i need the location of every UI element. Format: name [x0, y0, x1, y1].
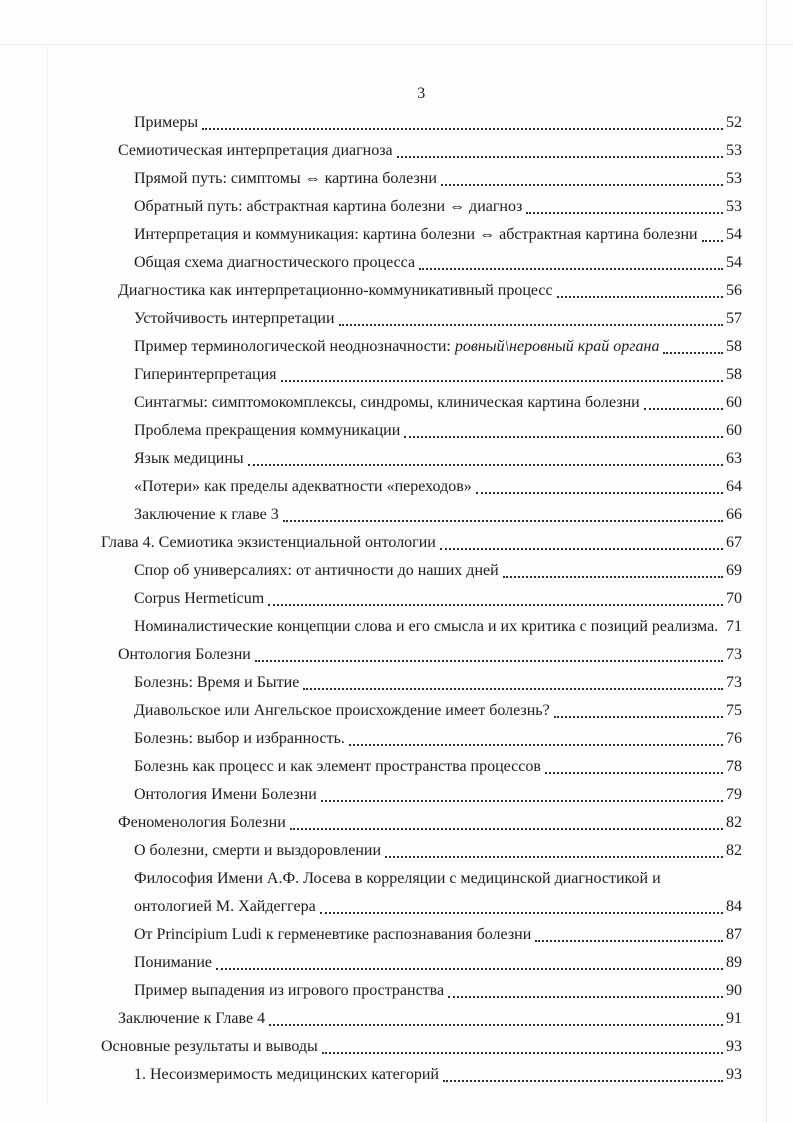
dot-leader [321, 800, 723, 802]
toc-entry-title: Примеры [134, 114, 199, 131]
toc-entry [101, 249, 742, 277]
toc-entry-title: Диавольское или Ангельское происхождение имеет болезнь? [134, 702, 550, 719]
toc-entry-page: 54 [726, 254, 742, 271]
toc-entry [101, 753, 742, 781]
toc-entry [101, 529, 742, 557]
dot-leader [397, 156, 723, 158]
scan-edge-left [47, 44, 48, 1104]
dot-leader [202, 128, 723, 130]
toc-entry-title: Гиперинтерпретация [134, 366, 277, 383]
toc-entry [101, 585, 742, 613]
dot-leader [526, 212, 723, 214]
dot-leader [448, 996, 723, 998]
toc-entry-title: Глава 4. Семиотика экзистенциальной онтологии [101, 534, 436, 551]
dot-leader [476, 492, 723, 494]
dot-leader [441, 184, 723, 186]
toc-entry-page: 64 [726, 478, 742, 495]
toc-entry [101, 361, 742, 389]
toc-entry [101, 109, 742, 137]
toc-entry-title: Семиотическая интерпретация диагноза [118, 142, 393, 159]
toc-entry-page: 76 [726, 730, 742, 747]
dot-leader [269, 1024, 723, 1026]
toc-entry-title: От Principium Ludi к герменевтике распознавания болезни [134, 926, 532, 943]
toc-entry-page: 70 [726, 590, 742, 607]
toc-entry-page: 53 [726, 142, 742, 159]
toc-entry-page: 84 [726, 898, 742, 915]
toc-entry-title: Заключение к главе 3 [134, 506, 279, 523]
toc-entry [101, 137, 742, 165]
toc-entry-title: Интерпретация и коммуникация: картина болезни ⇔ абстрактная картина болезни [134, 226, 698, 243]
toc-entry-page: 82 [726, 842, 742, 859]
dot-leader [440, 548, 723, 550]
toc-entry-title: Пример выпадения из игрового пространства [134, 982, 445, 999]
toc-entry-page: 79 [726, 786, 742, 803]
dot-leader [281, 380, 723, 382]
toc-entry [101, 837, 742, 865]
toc-entry-page: 89 [726, 954, 742, 971]
toc-entry [101, 697, 742, 725]
toc-entry [101, 781, 742, 809]
dot-leader [545, 772, 723, 774]
toc-entry [101, 893, 742, 921]
dot-leader [283, 520, 723, 522]
toc-entry [101, 1033, 742, 1061]
toc-entry-page: 53 [726, 198, 742, 215]
toc-entry [101, 977, 742, 1005]
dot-leader [554, 716, 723, 718]
dot-leader [322, 1052, 723, 1054]
scan-edge-top [0, 44, 793, 45]
dot-leader [290, 828, 723, 830]
toc-entry [101, 557, 742, 585]
toc-entry-page: 78 [726, 758, 742, 775]
toc-entry-title: 1. Несоизмеримость медицинских категорий [134, 1066, 439, 1083]
toc-entry-page: 82 [726, 814, 742, 831]
dot-leader [503, 576, 723, 578]
toc-entry-title: Обратный путь: абстрактная картина болезни ⇔ диагноз [134, 198, 523, 215]
dot-leader [443, 1080, 723, 1082]
toc-entry [101, 333, 742, 361]
dot-leader [404, 436, 723, 438]
toc-entry-title: Основные результаты и выводы [101, 1038, 318, 1055]
toc-entry-title: Номиналистические концепции слова и его смысла и их критика с позиций реализма. [134, 618, 719, 635]
toc-entry-title: Понимание [134, 954, 213, 971]
dot-leader [419, 268, 723, 270]
toc-entry-page: 87 [726, 926, 742, 943]
toc-entry [101, 165, 742, 193]
toc-entry-title: О болезни, смерти и выздоровлении [134, 842, 382, 859]
dot-leader [255, 660, 723, 662]
toc-entry-page: 60 [726, 422, 742, 439]
toc-entry-page: 69 [726, 562, 742, 579]
toc-entry [101, 193, 742, 221]
toc-entry [101, 221, 742, 249]
toc-entry-page: 90 [726, 982, 742, 999]
toc-entry-page: 66 [726, 506, 742, 523]
toc-entry-title: Устойчивость интерпретации [134, 310, 335, 327]
toc-entry-page: 93 [726, 1066, 742, 1083]
toc-entry-title: Диагностика как интерпретационно-коммуникативный процесс [118, 282, 553, 299]
toc-entry [101, 417, 742, 445]
toc-entry [101, 501, 742, 529]
toc-entry-page: 63 [726, 450, 742, 467]
toc-entry [101, 277, 742, 305]
toc-entry-page: 54 [726, 226, 742, 243]
toc-entry-title: Онтология Болезни [118, 646, 251, 663]
toc-entry [101, 473, 742, 501]
toc-entry-page: 53 [726, 170, 742, 187]
toc-entry [101, 613, 742, 641]
dot-leader [644, 408, 723, 410]
toc-entry-page: 67 [726, 534, 742, 551]
dot-leader [702, 240, 723, 242]
toc-entry-page: 71 [726, 618, 742, 635]
toc-entry-title: Феноменология Болезни [118, 814, 286, 831]
toc-entry-title: Болезнь как процесс и как элемент пространства процессов [134, 758, 541, 775]
toc-entry-title: Философия Имени А.Ф. Лосева в корреляции с медицинской диагностикой и [134, 870, 661, 887]
toc-entry-title: Заключение к Главе 4 [118, 1010, 266, 1027]
toc-entry-page: 52 [726, 114, 742, 131]
toc-entry-title: Спор об универсалиях: от античности до наших дней [134, 562, 499, 579]
dot-leader [339, 324, 723, 326]
toc-entry-title: Общая схема диагностического процесса [134, 254, 416, 271]
toc-entry [101, 921, 742, 949]
toc-entry-title: Пример терминологической неоднозначности: ровный\неровный край органа [134, 338, 660, 355]
toc-entry-page: 91 [726, 1010, 742, 1027]
toc-entry [101, 1005, 742, 1033]
toc-entry-title: Прямой путь: симптомы ⇔ картина болезни [134, 170, 437, 187]
dot-leader [216, 968, 723, 970]
page-number: 3 [417, 85, 426, 102]
toc-entry [101, 949, 742, 977]
toc-entry-title: онтологией М. Хайдеггера [134, 898, 316, 915]
dot-leader [349, 744, 723, 746]
toc-entry-title: Синтагмы: симптомокомплексы, синдромы, клиническая картина болезни [134, 394, 640, 411]
toc-entry-title: Болезнь: Время и Бытие [134, 674, 300, 691]
toc-entry [101, 725, 742, 753]
toc-entry-page: 58 [726, 366, 742, 383]
toc-entry-page: 60 [726, 394, 742, 411]
toc-entry [101, 305, 742, 333]
toc-entry [101, 445, 742, 473]
toc-entry [101, 389, 742, 417]
toc-entry-title: Проблема прекращения коммуникации [134, 422, 401, 439]
toc-entry-page: 73 [726, 646, 742, 663]
dot-leader [385, 856, 723, 858]
dot-leader [722, 632, 723, 634]
toc-entry-title: Язык медицины [134, 450, 244, 467]
dot-leader [268, 604, 723, 606]
toc-entry-page: 75 [726, 702, 742, 719]
toc-entry-page: 93 [726, 1038, 742, 1055]
table-of-contents [101, 109, 742, 1089]
dot-leader [320, 912, 723, 914]
toc-entry-page: 73 [726, 674, 742, 691]
toc-entry [101, 1061, 742, 1089]
dot-leader [248, 464, 723, 466]
toc-entry-title: «Потери» как пределы адекватности «переходов» [134, 478, 472, 495]
toc-entry [101, 669, 742, 697]
dot-leader [557, 296, 723, 298]
dot-leader [303, 688, 723, 690]
toc-entry-page: 57 [726, 310, 742, 327]
toc-entry [101, 865, 742, 893]
dot-leader [665, 884, 739, 886]
scan-edge-right [766, 0, 767, 1122]
document-page [101, 84, 742, 1089]
toc-entry [101, 641, 742, 669]
dot-leader [535, 940, 723, 942]
toc-entry-title: Болезнь: выбор и избранность. [134, 730, 345, 747]
toc-entry-title: Corpus Hermeticum [134, 590, 265, 607]
toc-entry-title: Онтология Имени Болезни [134, 786, 317, 803]
toc-entry-page: 58 [726, 338, 742, 355]
toc-entry [101, 809, 742, 837]
dot-leader [663, 352, 723, 354]
toc-entry-page: 56 [726, 282, 742, 299]
